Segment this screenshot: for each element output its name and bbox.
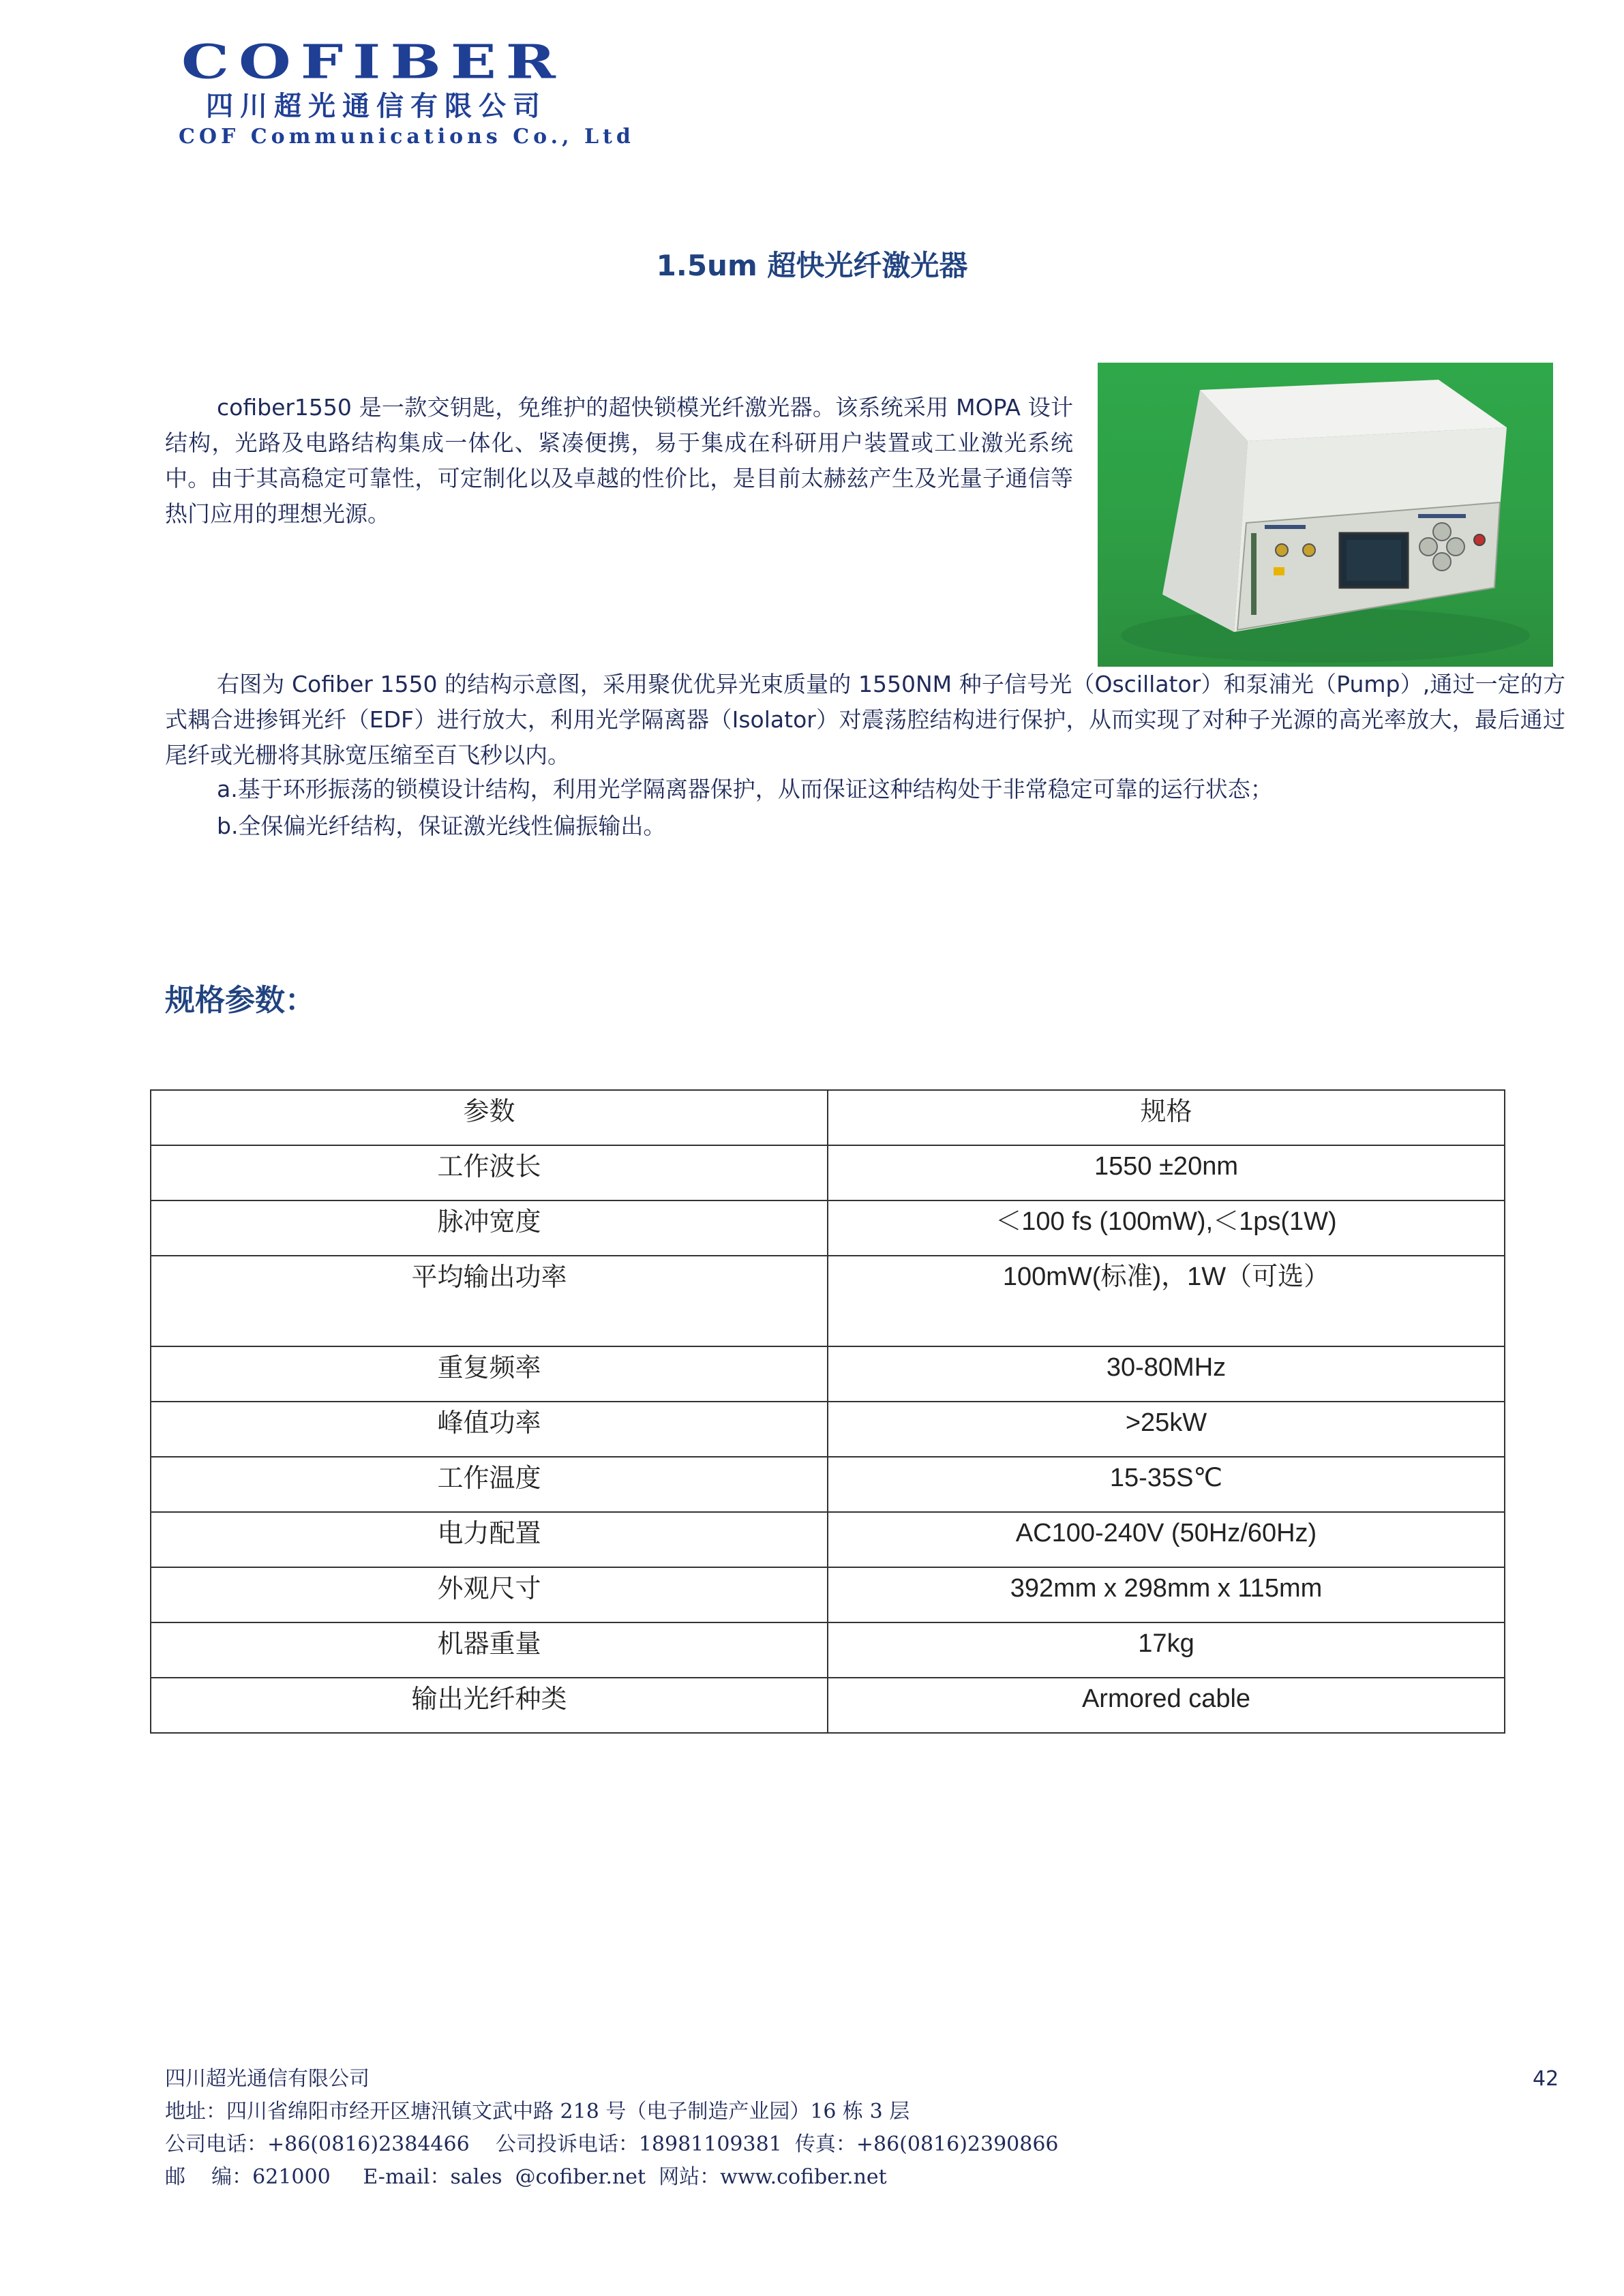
param-cell: 输出光纤种类 <box>151 1678 828 1733</box>
page-number: 42 <box>1533 2067 1559 2091</box>
param-cell: 脉冲宽度 <box>151 1200 828 1256</box>
table-row <box>151 1402 1505 1457</box>
table-row <box>151 1256 1505 1346</box>
structure-paragraph: 右图为 Cofiber 1550 的结构示意图，采用聚优优异光束质量的 1550NM 种子信号光（Oscillator）和泵浦光（Pump）,通过一定的方式耦合进掺铒光纤（EDF）进行放大，利用光学隔离器（Isolator）对震荡腔结构进行保护，从而实现了对种子光源的高光率放大，最后通过尾纤或光栅将其脉宽压缩至百飞秒以内。 <box>165 671 1565 768</box>
value-cell: Armored cable <box>828 1678 1505 1733</box>
value-cell: 15-35S℃ <box>828 1457 1505 1512</box>
footer-phones: 公司电话：+86(0816)2384466 公司投诉电话：18981109381 传真：+86(0816)2390866 <box>165 2132 1059 2156</box>
value-cell: ＜100 fs (100mW),＜1ps(1W) <box>828 1200 1505 1256</box>
value-cell: >25kW <box>828 1402 1505 1457</box>
footer-postal-email: 邮 编：621000 E-mail：sales @cofiber.net 网站：www.cofiber.net <box>165 2165 887 2189</box>
specs-heading: 规格参数： <box>165 983 315 1018</box>
footer-address: 地址：四川省绵阳市经开区塘汛镇文武中路 218 号（电子制造产业园）16 栋 3 层 <box>165 2100 910 2124</box>
feature-point-b: b.全保偏光纤结构，保证激光线性偏振输出。 <box>217 813 666 839</box>
value-cell: 392mm x 298mm x 115mm <box>828 1567 1505 1622</box>
value-cell: 1550 ±20nm <box>828 1145 1505 1200</box>
param-cell: 外观尺寸 <box>151 1567 828 1622</box>
table-row <box>151 1200 1505 1256</box>
param-cell: 工作温度 <box>151 1457 828 1512</box>
param-cell: 重复频率 <box>151 1346 828 1402</box>
value-cell: AC100-240V (50Hz/60Hz) <box>828 1512 1505 1567</box>
table-row <box>151 1346 1505 1402</box>
header-cell-spec: 规格 <box>828 1090 1505 1145</box>
page-title: 1.5um 超快光纤激光器 <box>656 249 968 282</box>
table-row <box>151 1567 1505 1622</box>
param-cell: 电力配置 <box>151 1512 828 1567</box>
footer-company: 四川超光通信有限公司 <box>165 2067 370 2091</box>
logo-chinese-name: 四川超光通信有限公司 <box>206 90 547 122</box>
table-row <box>151 1457 1505 1512</box>
param-cell: 峰值功率 <box>151 1402 828 1457</box>
company-logo <box>176 33 790 151</box>
value-cell: 100mW(标准)，1W（可选） <box>828 1256 1505 1346</box>
table-row <box>151 1622 1505 1678</box>
table-row <box>151 1145 1505 1200</box>
intro-paragraph: cofiber1550 是一款交钥匙，免维护的超快锁模光纤激光器。该系统采用 MOPA 设计结构，光路及电路结构集成一体化、紧凑便携，易于集成在科研用户装置或工业激光系统中。由于其高稳定可靠性，可定制化以及卓越的性价比，是目前太赫兹产生及光量子通信等热门应用的理想光源。 <box>165 394 1073 527</box>
specs-table <box>150 1089 1505 1734</box>
page-footer <box>165 2063 1059 2194</box>
param-cell: 平均输出功率 <box>151 1256 828 1346</box>
value-cell: 17kg <box>828 1622 1505 1678</box>
table-header-row <box>151 1090 1505 1145</box>
logo-wordmark: COFIBER <box>181 33 565 89</box>
product-photo <box>1098 363 1553 667</box>
param-cell: 机器重量 <box>151 1622 828 1678</box>
logo-english-name: COF Communications Co., Ltd <box>179 125 635 149</box>
feature-point-a: a.基于环形振荡的锁模设计结构，利用光学隔离器保护，从而保证这种结构处于非常稳定可靠的运行状态； <box>217 776 1273 802</box>
param-cell: 工作波长 <box>151 1145 828 1200</box>
value-cell: 30-80MHz <box>828 1346 1505 1402</box>
table-row <box>151 1678 1505 1733</box>
table-row <box>151 1512 1505 1567</box>
laser-device-illustration <box>1098 363 1553 667</box>
header-cell-param: 参数 <box>151 1090 828 1145</box>
